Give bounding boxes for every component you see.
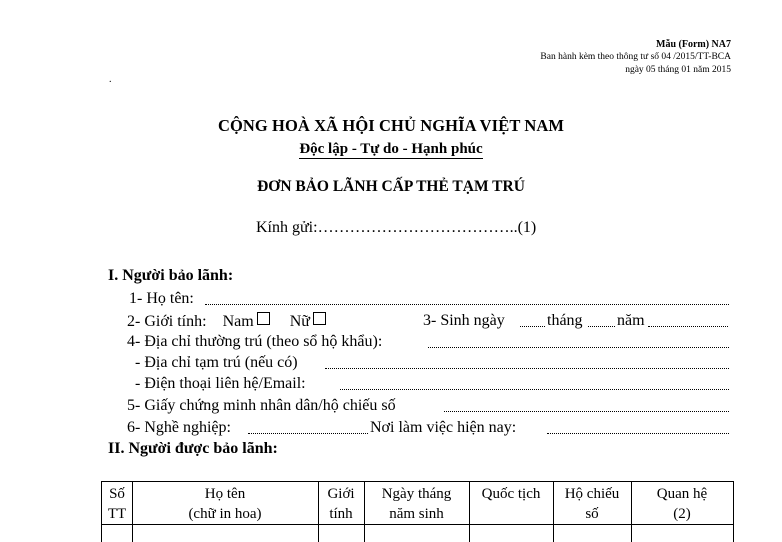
full-name-field[interactable]: [205, 304, 729, 305]
dob-month-field[interactable]: [588, 326, 615, 327]
recipient-label: Kính gửi:: [256, 219, 318, 236]
header-gender-line2: tính: [329, 506, 353, 522]
header-stt-line1: Số: [109, 486, 125, 502]
header-nationality-line1: Quốc tịch: [481, 486, 541, 502]
gender-row: [127, 312, 326, 331]
issued-line: Ban hành kèm theo thông tư số 04 /2015/TT-BCA: [540, 52, 731, 62]
permanent-address-field[interactable]: [428, 347, 729, 348]
header-stt: [102, 484, 132, 524]
header-dob: [364, 484, 469, 524]
temporary-address-label: - Địa chỉ tạm trú (nếu có): [135, 354, 298, 371]
male-checkbox[interactable]: [257, 312, 270, 325]
full-name-label: 1- Họ tên:: [129, 290, 194, 307]
header-dob-line1: Ngày tháng: [381, 486, 452, 502]
dob-label: 3- Sinh ngày: [423, 312, 505, 329]
recipient-note: (1): [517, 219, 537, 236]
workplace-label: Nơi làm việc hiện nay:: [370, 419, 517, 436]
id-card-label: 5- Giấy chứng minh nhân dân/hộ chiếu số: [127, 397, 396, 414]
header-relationship-line1: Quan hệ: [656, 486, 708, 502]
header-passport: [553, 484, 631, 524]
header-nationality: [469, 484, 553, 504]
header-full-name-line2: (chữ in hoa): [188, 506, 262, 522]
nation-title: CỘNG HOÀ XÃ HỘI CHỦ NGHĨA VIỆT NAM: [217, 116, 565, 135]
permanent-address-label: 4- Địa chỉ thường trú (theo sổ hộ khẩu):: [127, 333, 383, 350]
contact-field[interactable]: [340, 389, 729, 390]
workplace-field[interactable]: [547, 433, 729, 434]
form-code: Mẫu (Form) NA7: [656, 39, 731, 50]
occupation-field[interactable]: [248, 433, 368, 434]
motto-text: Độc lập - Tự do - Hạnh phúc: [299, 141, 483, 157]
temporary-address-field[interactable]: [325, 368, 729, 369]
header-relationship: [631, 484, 733, 524]
header-gender: [318, 484, 364, 524]
header-relationship-line2: (2): [673, 506, 691, 522]
header-stt-line2: TT: [107, 506, 127, 522]
header-full-name-line1: Họ tên: [204, 486, 246, 502]
recipient-line: [256, 219, 536, 237]
document-title: ĐƠN BẢO LÃNH CẤP THẺ TẠM TRÚ: [257, 178, 525, 195]
occupation-label: 6- Nghề nghiệp:: [127, 419, 231, 436]
female-checkbox[interactable]: [313, 312, 326, 325]
dob-day-field[interactable]: [520, 326, 545, 327]
female-label: Nữ: [289, 313, 310, 330]
contact-label: - Điện thoại liên hệ/Email:: [135, 375, 306, 392]
dob-month-label: tháng: [547, 312, 583, 329]
header-row-divider: [102, 524, 733, 525]
header-full-name: [132, 484, 318, 524]
recipient-dots: ………………………………..: [317, 219, 518, 236]
motto: [0, 141, 782, 158]
dob-year-field[interactable]: [648, 326, 728, 327]
header-passport-line2: số: [585, 506, 599, 522]
section-2-title: II. Người được bảo lãnh:: [108, 440, 278, 457]
id-card-field[interactable]: [444, 411, 729, 412]
dob-year-label: năm: [617, 312, 645, 329]
section-1-title: I. Người bảo lãnh:: [108, 267, 234, 284]
stray-mark: .: [109, 74, 112, 85]
issued-date: ngày 05 tháng 01 năm 2015: [625, 65, 731, 75]
header-dob-line2: năm sinh: [389, 506, 444, 522]
header-passport-line1: Hộ chiếu: [564, 486, 620, 502]
header-gender-line1: Giới: [327, 486, 355, 502]
gender-label: 2- Giới tính:: [127, 313, 207, 330]
male-label: Nam: [222, 313, 254, 330]
